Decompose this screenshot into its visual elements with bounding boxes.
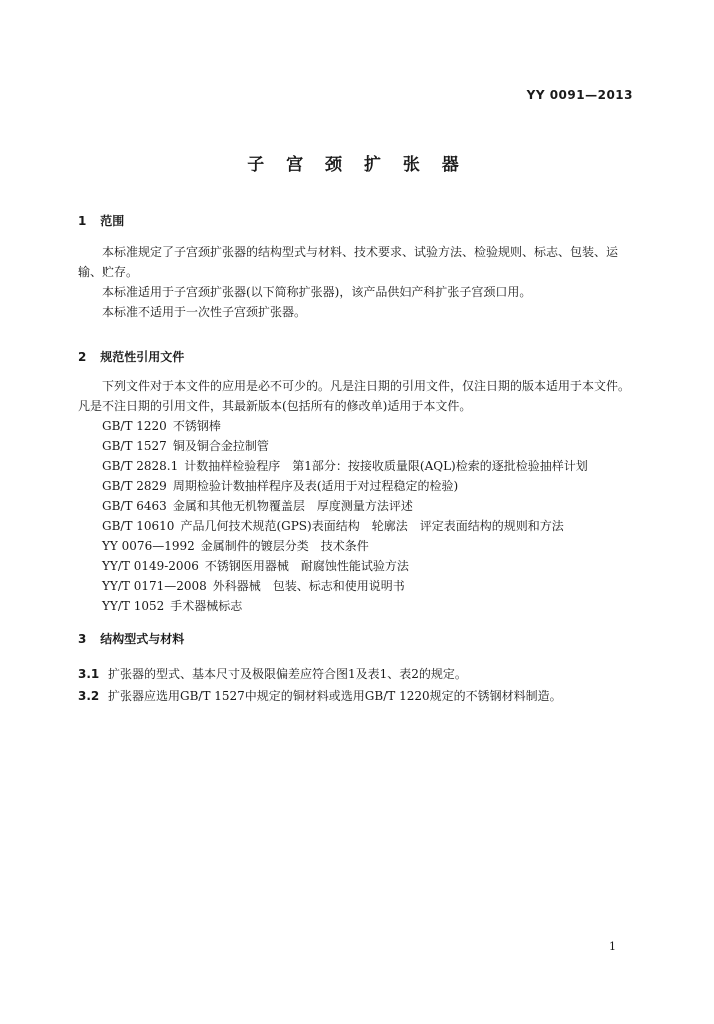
- scope-paragraph-3: 本标准不适用于一次性子宫颈扩张器。: [102, 305, 307, 319]
- reference-code: YY/T 0171—2008: [102, 579, 207, 593]
- reference-code: GB/T 2828.1: [102, 459, 179, 473]
- reference-item: [102, 576, 588, 596]
- scope-paragraph-1: 本标准规定了子宫颈扩张器的结构型式与材料、技术要求、试验方法、检验规则、标志、包装、运输、贮存。: [78, 245, 619, 279]
- reference-item: [102, 596, 588, 616]
- reference-title: 手术器械标志: [170, 599, 243, 613]
- section-title: 结构型式与材料: [100, 632, 185, 646]
- reference-code: YY 0076—1992: [102, 539, 195, 553]
- reference-title: 周期检验计数抽样程序及表(适用于对过程稳定的检验): [172, 479, 459, 493]
- reference-title: 铜及铜合金拉制管: [172, 439, 269, 453]
- reference-code: GB/T 6463: [102, 499, 167, 513]
- reference-title: 不锈钢医用器械 耐腐蚀性能试验方法: [204, 559, 409, 573]
- reference-item: [102, 556, 588, 576]
- reference-title: 不锈钢棒: [172, 419, 221, 433]
- clause-number: 3.1: [78, 667, 100, 681]
- section-number: 3: [78, 632, 87, 646]
- references-intro-paragraph: 下列文件对于本文件的应用是必不可少的。凡是注日期的引用文件，仅注日期的版本适用于本文件。凡是不注日期的引用文件，其最新版本(包括所有的修改单)适用于本文件。: [78, 379, 631, 413]
- clause-3-2: [78, 686, 562, 706]
- reference-code: YY/T 1052: [102, 599, 165, 613]
- section-2-heading: [78, 348, 184, 365]
- reference-item: [102, 496, 588, 516]
- reference-item: [102, 436, 588, 456]
- clause-text: 扩张器应选用GB/T 1527中规定的铜材料或选用GB/T 1220规定的不锈钢材料制造。: [108, 689, 562, 703]
- section-number: 1: [78, 214, 87, 228]
- reference-item: [102, 456, 588, 476]
- section-3-heading: [78, 630, 184, 647]
- section-1-heading: [78, 212, 124, 229]
- page-number: 1: [609, 940, 616, 953]
- reference-code: GB/T 1220: [102, 419, 167, 433]
- section-number: 2: [78, 350, 87, 364]
- reference-item: [102, 416, 588, 436]
- reference-title: 金属制件的镀层分类 技术条件: [200, 539, 369, 553]
- document-title: 子 宫 颈 扩 张 器: [247, 155, 467, 175]
- reference-code: YY/T 0149-2006: [102, 559, 199, 573]
- reference-item: [102, 516, 588, 536]
- clause-3-1: [78, 664, 467, 684]
- reference-title: 产品几何技术规范(GPS)表面结构 轮廓法 评定表面结构的规则和方法: [180, 519, 564, 533]
- clause-number: 3.2: [78, 689, 100, 703]
- reference-title: 计数抽样检验程序 第1部分：按接收质量限(AQL)检索的逐批检验抽样计划: [184, 459, 588, 473]
- section-title: 范围: [100, 214, 125, 228]
- reference-title: 外科器械 包装、标志和使用说明书: [212, 579, 405, 593]
- scope-paragraph-2: 本标准适用于子宫颈扩张器(以下简称扩张器)，该产品供妇产科扩张子宫颈口用。: [102, 285, 532, 299]
- reference-title: 金属和其他无机物覆盖层 厚度测量方法评述: [172, 499, 413, 513]
- section-title: 规范性引用文件: [100, 350, 185, 364]
- normative-reference-list: [102, 416, 588, 616]
- reference-item: [102, 476, 588, 496]
- reference-item: [102, 536, 588, 556]
- standard-number: YY 0091—2013: [526, 88, 633, 102]
- clause-text: 扩张器的型式、基本尺寸及极限偏差应符合图1及表1、表2的规定。: [108, 667, 467, 681]
- reference-code: GB/T 1527: [102, 439, 167, 453]
- reference-code: GB/T 10610: [102, 519, 175, 533]
- reference-code: GB/T 2829: [102, 479, 167, 493]
